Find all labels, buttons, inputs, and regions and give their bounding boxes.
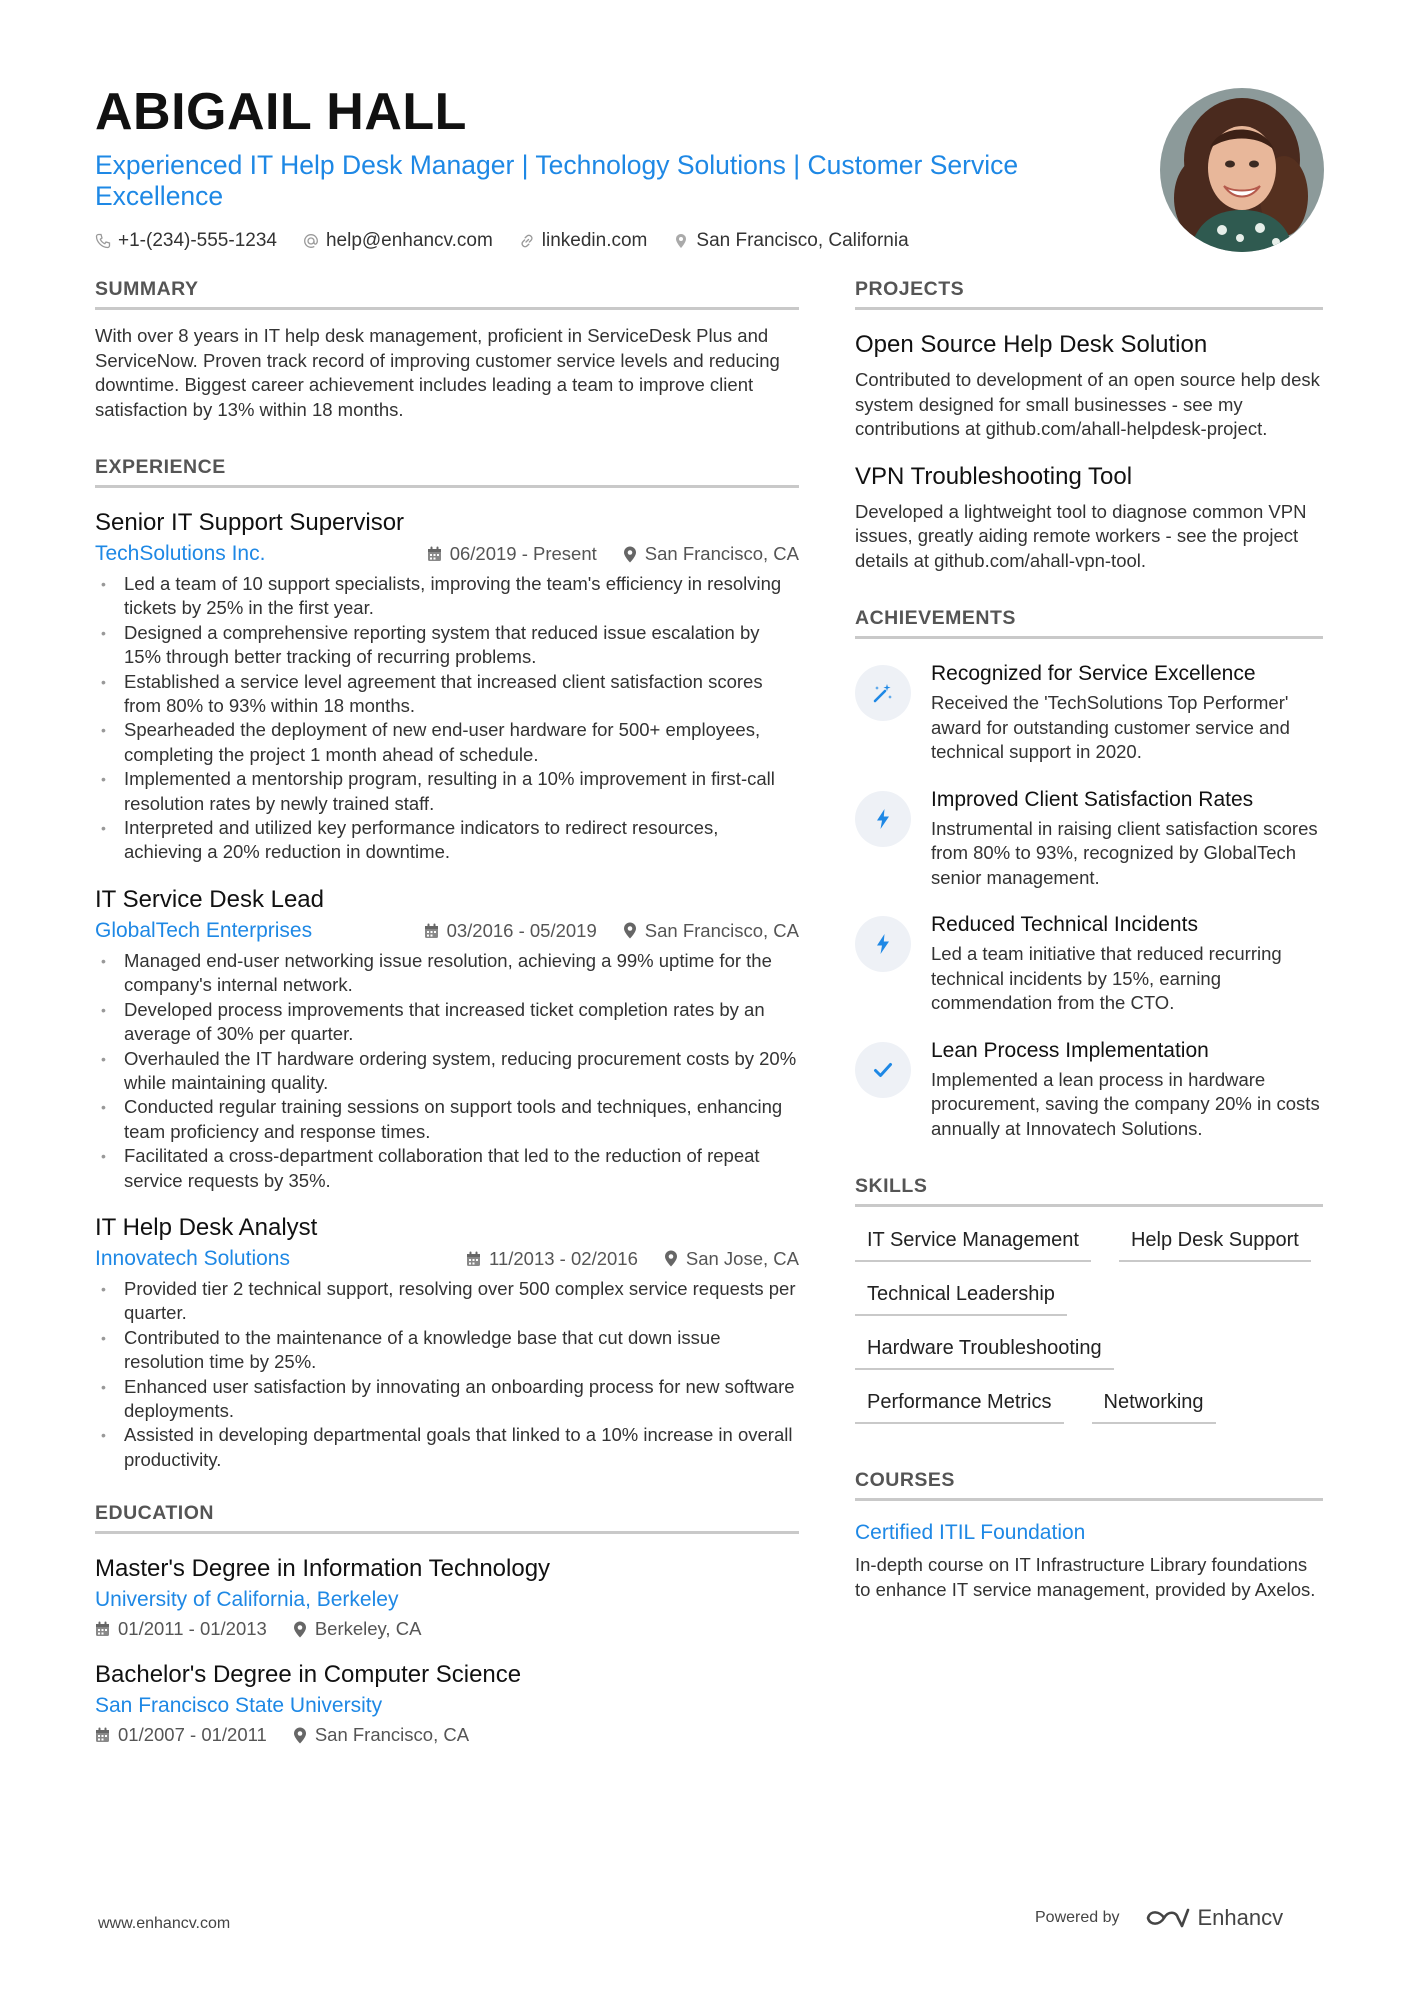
course-title[interactable]: Certified ITIL Foundation — [855, 1521, 1086, 1544]
calendar-icon — [95, 1727, 110, 1743]
brand-name: Enhancv — [1197, 1905, 1284, 1930]
job-bullet: • Spearheaded the deployment of new end-user hardware for 500+ employees, completing the project 1 month ahead of schedule. — [95, 718, 799, 767]
project-list — [855, 330, 1323, 573]
job-bullet: • Contributed to the maintenance of a knowledge base that cut down issue resolution time by 25%. — [95, 1326, 799, 1375]
achievements-heading: ACHIEVEMENTS — [855, 607, 1323, 639]
achievement-body — [931, 912, 1323, 1016]
achievement-entry — [855, 912, 1323, 1016]
achievement-description: Received the 'TechSolutions Top Performer' award for outstanding customer service and technical support in 2020. — [931, 692, 1290, 762]
job-dates — [466, 1248, 638, 1270]
contact-location — [673, 230, 908, 252]
job-location-text: San Francisco, CA — [644, 543, 799, 564]
project-description: Developed a lightweight tool to diagnose common VPN issues, greatly aiding remote workers - see the project details at github.com/ahall-vpn-tool. — [855, 500, 1307, 571]
degree-title: Bachelor's Degree in Computer Science — [95, 1661, 522, 1689]
skill-list — [855, 1219, 1323, 1435]
portrait-image — [1160, 88, 1324, 252]
project-entry — [855, 462, 1323, 574]
skill-tag: IT Service Management — [855, 1219, 1091, 1262]
magic-wand-icon — [855, 665, 911, 721]
candidate-headline: Experienced IT Help Desk Manager | Technology Solutions | Customer Service Excellence — [95, 150, 1019, 211]
job-bullet: • Implemented a mentorship program, resulting in a 10% improvement in first-call resolution rates by newly trained staff. — [95, 767, 799, 816]
education-section — [95, 1502, 799, 1746]
job-location-text: San Francisco, CA — [644, 919, 799, 941]
calendar-icon — [424, 923, 439, 939]
summary-heading: SUMMARY — [95, 278, 799, 310]
location-pin-icon — [293, 1621, 307, 1638]
location-pin-icon — [673, 233, 689, 249]
achievement-title: Reduced Technical Incidents — [931, 913, 1198, 936]
course-description: In-depth course on IT Infrastructure Library foundations to enhance IT service management, provided by Axelos. — [855, 1554, 1316, 1600]
skills-heading: SKILLS — [855, 1175, 1323, 1207]
degree-title: Master's Degree in Information Technology — [95, 1555, 551, 1583]
job-title: IT Help Desk Analyst — [95, 1213, 318, 1241]
courses-heading: COURSES — [855, 1469, 1323, 1501]
job-bullet: • Interpreted and utilized key performance indicators to redirect resources, achieving a 20% reduction in downtime. — [95, 816, 799, 865]
job-bullets — [95, 949, 799, 1193]
education-dates — [95, 1724, 267, 1746]
achievement-body — [931, 1038, 1323, 1142]
education-heading: EDUCATION — [95, 1502, 799, 1534]
projects-section — [855, 278, 1323, 573]
job-entry — [95, 885, 799, 1193]
education-location — [293, 1618, 422, 1640]
calendar-icon — [466, 1251, 481, 1267]
project-entry — [855, 330, 1323, 442]
education-details — [95, 1724, 799, 1746]
skill-tag: Performance Metrics — [855, 1381, 1064, 1424]
lightning-bolt-icon — [855, 791, 911, 847]
education-dates-text: 01/2011 - 01/2013 — [118, 1618, 267, 1640]
link-icon — [519, 233, 535, 249]
phone-text: +1-(234)-555-1234 — [118, 230, 277, 251]
location-pin-icon — [623, 546, 637, 563]
achievement-description: Led a team initiative that reduced recurring technical incidents by 15%, earning commendation from the CTO. — [931, 943, 1282, 1013]
company-name[interactable]: TechSolutions Inc. — [95, 542, 266, 565]
job-list — [95, 508, 799, 1472]
contact-linkedin[interactable] — [519, 230, 648, 252]
contact-bar — [95, 230, 1095, 252]
project-title: Open Source Help Desk Solution — [855, 331, 1208, 358]
job-bullet: • Established a service level agreement that increased client satisfaction scores from 80% to 93% within 18 months. — [95, 670, 799, 719]
company-name[interactable]: Innovatech Solutions — [95, 1246, 290, 1270]
job-title: IT Service Desk Lead — [95, 885, 324, 913]
linkedin-text: linkedin.com — [541, 230, 648, 251]
job-details — [424, 920, 799, 942]
achievements-section — [855, 607, 1323, 1141]
achievement-title: Recognized for Service Excellence — [931, 662, 1256, 685]
calendar-icon — [427, 546, 442, 562]
job-bullet: • Provided tier 2 technical support, resolving over 500 complex service requests per quarter. — [95, 1277, 799, 1326]
profile-photo — [1160, 88, 1324, 252]
skills-section — [855, 1175, 1323, 1435]
job-bullet: • Developed process improvements that increased ticket completion rates by an average of 30% per quarter. — [95, 998, 799, 1047]
achievement-body — [931, 661, 1323, 765]
location-pin-icon — [293, 1727, 307, 1744]
projects-heading: PROJECTS — [855, 278, 1323, 310]
achievement-list — [855, 661, 1323, 1141]
job-meta — [95, 919, 799, 943]
project-title: VPN Troubleshooting Tool — [855, 462, 1133, 490]
achievement-entry — [855, 661, 1323, 765]
job-entry — [95, 508, 799, 865]
job-dates-text: 11/2013 - 02/2016 — [489, 1247, 638, 1269]
achievement-description: Implemented a lean process in hardware procurement, saving the company 20% in costs annually at Innovatech Solutions. — [931, 1068, 1320, 1139]
school-name[interactable]: University of California, Berkeley — [95, 1588, 399, 1612]
education-location-text: Berkeley, CA — [314, 1618, 422, 1640]
achievement-description: Instrumental in raising client satisfaction scores from 80% to 93%, recognized by GlobalTech senior management. — [931, 817, 1318, 888]
job-entry — [95, 1213, 799, 1472]
course-entry — [855, 1521, 1323, 1602]
job-location — [623, 920, 799, 942]
job-bullet: • Conducted regular training sessions on support tools and techniques, enhancing team proficiency and response times. — [95, 1095, 799, 1144]
courses-section — [855, 1469, 1323, 1602]
project-description: Contributed to development of an open source help desk system designed for small businesses - see my contributions at github.com/ahall-helpdesk-project. — [855, 369, 1320, 439]
course-list — [855, 1521, 1323, 1602]
education-dates — [95, 1618, 267, 1640]
email-text: help@enhancv.com — [325, 230, 493, 251]
resume-header — [95, 82, 1095, 252]
achievement-body — [931, 787, 1323, 891]
education-entry — [95, 1660, 799, 1746]
job-dates — [427, 543, 597, 565]
phone-icon — [95, 233, 111, 249]
job-location — [664, 1248, 799, 1270]
job-bullet: • Managed end-user networking issue resolution, achieving a 99% uptime for the company's internal network. — [95, 949, 799, 998]
summary-text: With over 8 years in IT help desk management, proficient in ServiceDesk Plus and ServiceNow. Proven track record of improving customer service levels and reducing downtime. Biggest career achievement includes leading a team to improve client satisfaction by 13% within 18 months. — [95, 325, 780, 420]
footer-branding — [1035, 1905, 1283, 1931]
right-column — [855, 278, 1323, 1636]
job-bullets — [95, 572, 799, 865]
job-bullet: • Assisted in developing departmental goals that linked to a 10% increase in overall productivity. — [95, 1423, 799, 1472]
skill-tag: Help Desk Support — [1119, 1219, 1311, 1262]
school-name[interactable]: San Francisco State University — [95, 1694, 383, 1718]
experience-section — [95, 456, 799, 1472]
education-list — [95, 1554, 799, 1746]
contact-email[interactable] — [303, 230, 493, 252]
achievement-title: Lean Process Implementation — [931, 1038, 1209, 1062]
job-location-text: San Jose, CA — [685, 1247, 799, 1269]
education-entry — [95, 1554, 799, 1640]
achievement-title: Improved Client Satisfaction Rates — [931, 787, 1254, 811]
skill-tag: Technical Leadership — [855, 1273, 1067, 1316]
left-column — [95, 278, 799, 1780]
job-details — [427, 543, 799, 565]
location-pin-icon — [623, 922, 637, 939]
job-bullet: • Led a team of 10 support specialists, improving the team's efficiency in resolving tickets by 25% in the first year. — [95, 572, 799, 621]
achievement-entry — [855, 787, 1323, 891]
achievement-entry — [855, 1038, 1323, 1142]
job-bullets — [95, 1277, 799, 1472]
job-dates — [424, 920, 597, 942]
calendar-icon — [95, 1621, 110, 1637]
candidate-name: ABIGAIL HALL — [95, 83, 467, 141]
experience-heading: EXPERIENCE — [95, 456, 799, 488]
education-location — [293, 1724, 469, 1746]
job-details — [466, 1248, 799, 1270]
job-bullet: • Facilitated a cross-department collaboration that led to the reduction of repeat service requests by 35%. — [95, 1144, 799, 1193]
powered-by-label: Powered by — [1035, 1909, 1120, 1926]
job-bullet: • Designed a comprehensive reporting system that reduced issue escalation by 15% through better tracking of recurring problems. — [95, 621, 799, 670]
location-pin-icon — [664, 1250, 678, 1267]
skill-tag: Networking — [1092, 1381, 1216, 1424]
education-details — [95, 1618, 799, 1640]
job-location — [623, 543, 799, 565]
brand-logo[interactable] — [1144, 1905, 1284, 1931]
skill-tag: Hardware Troubleshooting — [855, 1327, 1114, 1370]
summary-section — [95, 278, 799, 422]
contact-phone[interactable] — [95, 230, 277, 252]
job-bullet: • Enhanced user satisfaction by innovating an onboarding process for new software deployments. — [95, 1375, 799, 1424]
enhancv-logo-icon — [1144, 1906, 1190, 1930]
footer-website[interactable]: www.enhancv.com — [98, 1915, 231, 1932]
job-meta — [95, 1247, 799, 1271]
education-dates-text: 01/2007 - 01/2011 — [118, 1724, 267, 1746]
job-bullet: • Overhauled the IT hardware ordering system, reducing procurement costs by 20% while maintaining quality. — [95, 1047, 799, 1096]
location-text: San Francisco, California — [696, 230, 909, 251]
checkmark-icon — [855, 1042, 911, 1098]
job-meta — [95, 542, 799, 566]
education-location-text: San Francisco, CA — [314, 1724, 470, 1746]
company-name[interactable]: GlobalTech Enterprises — [95, 918, 313, 942]
at-sign-icon — [303, 233, 319, 249]
job-dates-text: 03/2016 - 05/2019 — [446, 919, 597, 941]
job-dates-text: 06/2019 - Present — [449, 543, 597, 564]
lightning-bolt-icon — [855, 916, 911, 972]
job-title: Senior IT Support Supervisor — [95, 509, 405, 536]
